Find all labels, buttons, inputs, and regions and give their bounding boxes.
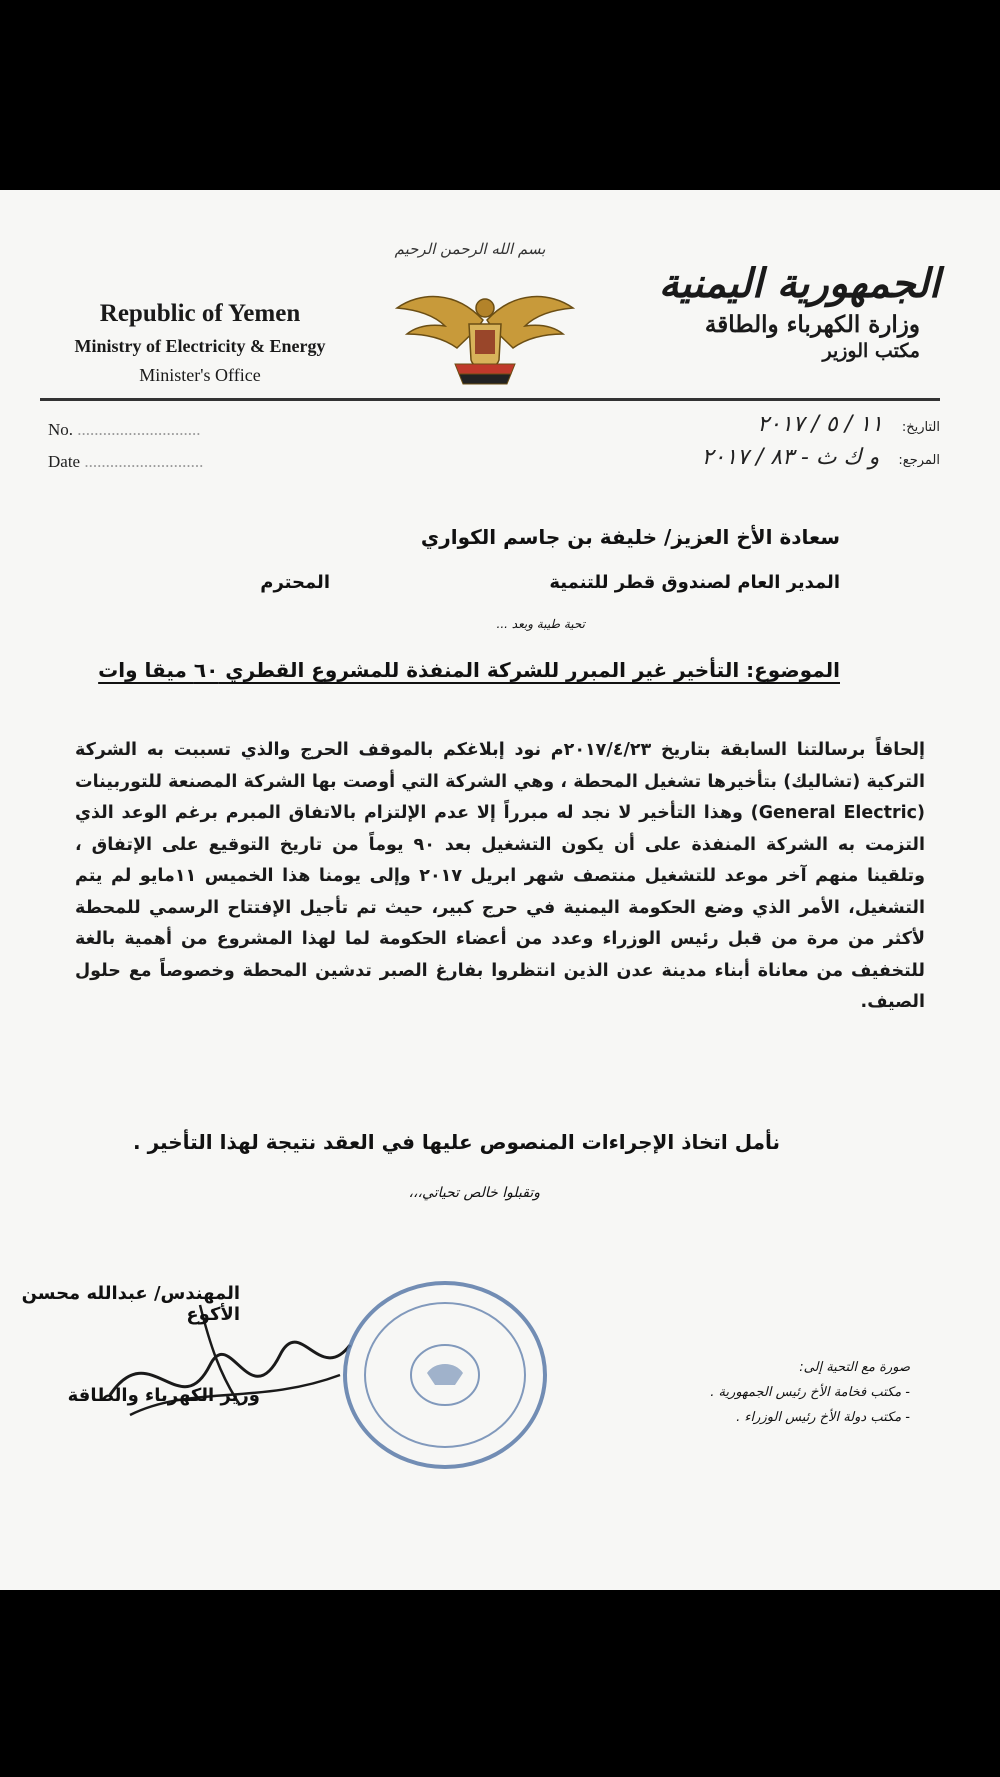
recipient-name: سعادة الأخ العزيز/ خليفة بن جاسم الكواري <box>420 525 840 549</box>
english-number-field: No. ............................. <box>48 420 201 439</box>
english-office-name: Minister's Office <box>139 365 261 385</box>
header-divider <box>40 398 940 401</box>
signer-name: المهندس/ عبدالله محسن الأكوع <box>21 1283 240 1325</box>
copies-heading: صورة مع التحية إلى: <box>799 1360 910 1375</box>
english-country-name: Republic of Yemen <box>99 300 301 327</box>
arabic-date-field <box>757 412 940 437</box>
copies-to <box>710 1355 910 1430</box>
arabic-reference-value: و ك ث - ٨٣ / ٢٠١٧ <box>701 445 880 470</box>
ministry-round-stamp-icon <box>335 1275 555 1475</box>
arabic-office-name: مكتب الوزير <box>822 340 920 362</box>
recipient-position: المدير العام لصندوق قطر للتنمية <box>549 572 840 593</box>
closing-line: وتقبلوا خالص تحياتي،،، <box>408 1185 540 1201</box>
request-line: نأمل اتخاذ الإجراءات المنصوص عليها في العقد نتيجة لهذا التأخير . <box>133 1130 780 1154</box>
signer-title: وزير الكهرباء والطاقة <box>67 1385 260 1406</box>
english-date-field: Date ............................ <box>48 452 204 471</box>
arabic-letterhead <box>620 260 940 362</box>
english-ministry-name: Ministry of Electricity & Energy <box>74 336 326 356</box>
copies-item: - مكتب فخامة الأخ رئيس الجمهورية . <box>710 1385 910 1400</box>
arabic-reference-field <box>702 445 940 470</box>
arabic-date-value: ١١ / ٥ / ٢٠١٧ <box>757 412 883 437</box>
letter-body <box>75 735 925 1019</box>
arabic-reference-label: المرجع: <box>898 453 940 468</box>
basmala: بسم الله الرحمن الرحيم <box>394 240 546 258</box>
recipient-honorific: المحترم <box>260 572 330 593</box>
body-paragraph: إلحاقاً برسالتنا السابقة بتاريخ ٢٠١٧/٤/٢٣م نود إبلاغكم بالموقف الحرج والذي تسببت به الشركة التركية (تشاليك) بتأخيرها تشغيل المحطة ، وهي الشركة التي أوصت بها الشركة المصنعة للتوربينات (General Electric) وهذا التأخير لا نجد له مبرراً إلا عدم الإلتزام بالاتفاق المبرم برغم الوعد الذي التزمت به الشركة المنفذة على أن يكون التشغيل بعد ٩٠ يوماً من تاريخ التوقيع على الإتفاق ، وتلقينا منهم آخر موعد للتشغيل منتصف شهر ابريل ٢٠١٧ وإلى يومنا هذا الخميس ١١مايو لم يتم التشغيل، الأمر الذي وضع الحكومة اليمنية في حرج كبير، حيث تم تأجيل الإفتتاح الرسمي للمحطة لأكثر من مرة من قبل رئيس الوزراء وعدد من أعضاء الحكومة لما لهذا المشروع من أهمية بالغة للتخفيف من معاناة أبناء مدينة عدن الذين انتظروا بفارغ الصبر تدشين المحطة وخصوصاً مع حلول الصيف. <box>75 740 926 1012</box>
letter-subject: الموضوع: التأخير غير المبرر للشركة المنفذة للمشروع القطري ٦٠ ميقا وات <box>98 658 840 682</box>
copies-item: - مكتب دولة الأخ رئيس الوزراء . <box>736 1410 910 1425</box>
letter-page <box>0 190 1000 1590</box>
yemen-eagle-emblem-icon <box>395 280 575 390</box>
arabic-date-label: التاريخ: <box>901 420 940 435</box>
arabic-country-name: الجمهورية اليمنية <box>658 260 940 307</box>
arabic-ministry-name: وزارة الكهرباء والطاقة <box>704 311 920 338</box>
greeting: تحية طيبة وبعد ... <box>496 617 585 631</box>
english-letterhead <box>30 300 370 386</box>
